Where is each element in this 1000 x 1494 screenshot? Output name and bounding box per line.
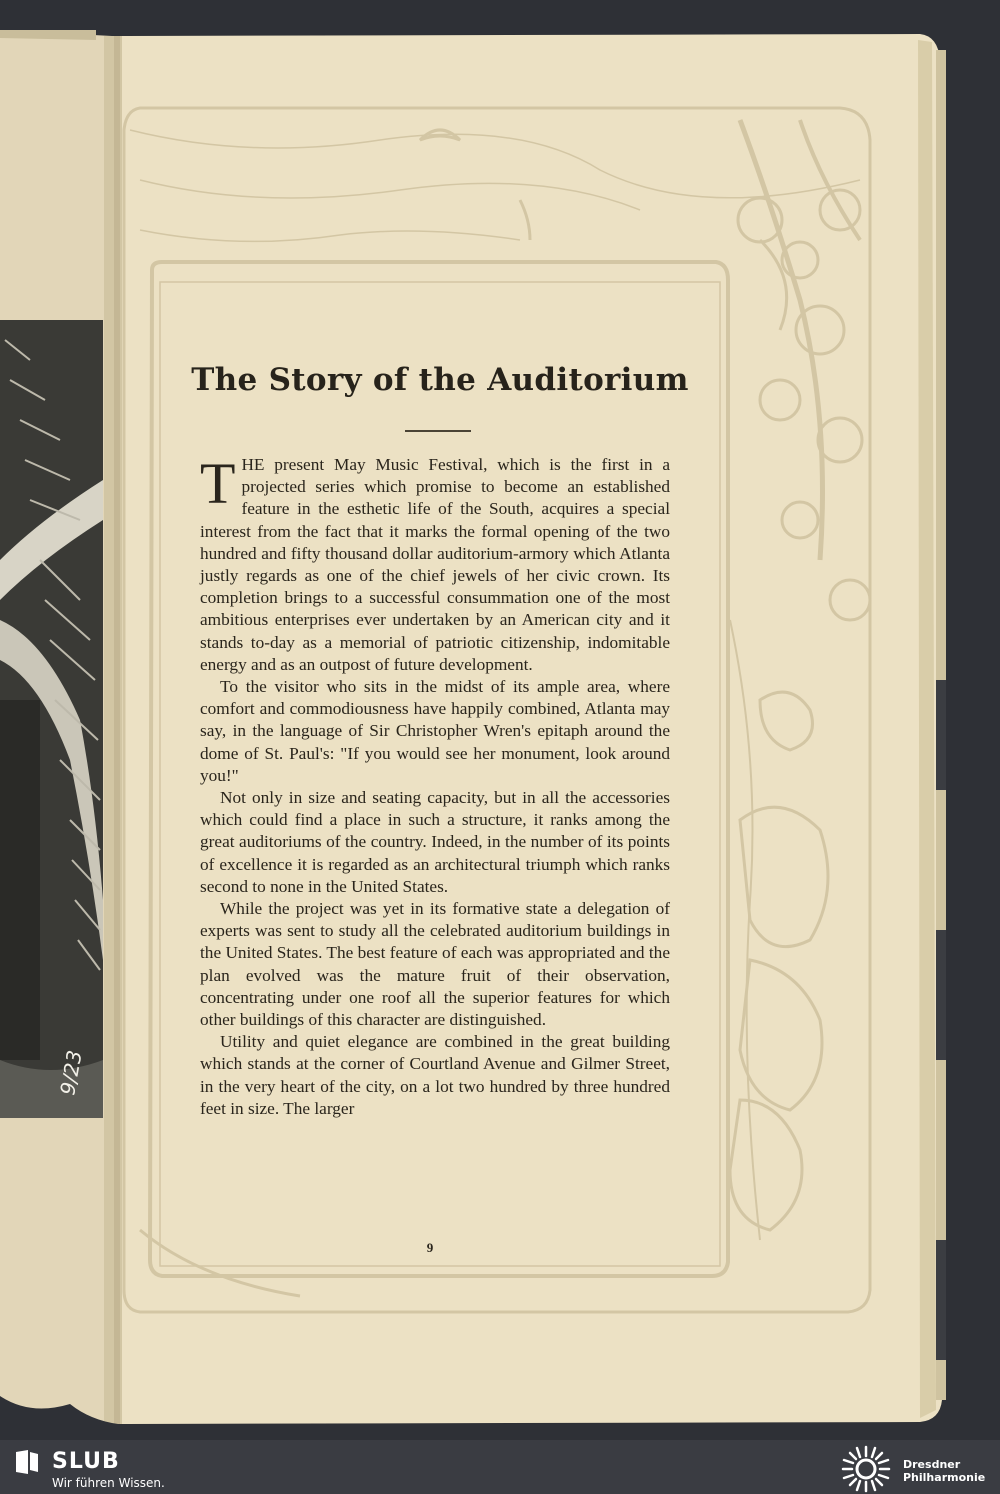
paragraph: Not only in size and seating capacity, but in all the accessories which could find a place in such a structure, it ranks among the great auditoriums of the country. Indeed, in the number of its points of excellence it is regarded as an architectural triumph which ranks second to none in the United States. bbox=[200, 788, 670, 896]
photo-inscription: 9/23 bbox=[55, 1048, 87, 1097]
library-tagline: Wir führen Wissen. bbox=[52, 1476, 165, 1490]
partner-name[interactable]: Dresdner Philharmonie bbox=[903, 1458, 986, 1484]
paragraph: To the visitor who sits in the midst of its ample area, where comfort and commodiousness have happily combined, Atlanta may say, in the language of Sir Christopher Wren's epitaph around the dome of St. Paul's: "If you would see her monument, look around you!" bbox=[200, 677, 670, 785]
page-title: The Story of the Auditorium bbox=[191, 362, 689, 398]
page-number: 9 bbox=[426, 1240, 434, 1255]
drop-cap: T bbox=[200, 451, 236, 516]
paragraph: While the project was yet in its formative state a delegation of experts was sent to study all the celebrated auditorium buildings in the United States. The best feature of each was appropriated and the plan evolved was the mature fruit of their observation, concentrating under one roof all the superior features for which other buildings of this character are distinguished. bbox=[200, 899, 670, 1030]
library-name[interactable]: SLUB bbox=[52, 1449, 120, 1474]
title-divider bbox=[405, 430, 471, 432]
paragraph: THE present May Music Festival, which is the first in a projected series which promise to become an established feature in the esthetic life of the South, acquires a special interest from the fact that it marks the formal opening of the two hundred and fifty thousand dollar auditorium-armory which Atlanta justly regards as one of the chief jewels of her civic crown. Its completion brings to a successful consummation one of the most ambitious enterprises ever undertaken by an American city and it stands to-day as a memorial of patriotic citizenship, indomitable energy and as an outpost of future development. bbox=[200, 451, 670, 674]
paragraph: Utility and quiet elegance are combined in the great building which stands at the corner of Courtland Avenue and Gilmer Street, in the very heart of the city, on a lot two hundred by three hundred feet in size. The larger bbox=[200, 1032, 670, 1118]
auditorium-photograph bbox=[0, 320, 103, 1118]
philharmonie-logo-icon[interactable] bbox=[840, 1444, 892, 1494]
article-body bbox=[200, 451, 670, 1120]
slub-logo-icon[interactable] bbox=[14, 1448, 40, 1476]
